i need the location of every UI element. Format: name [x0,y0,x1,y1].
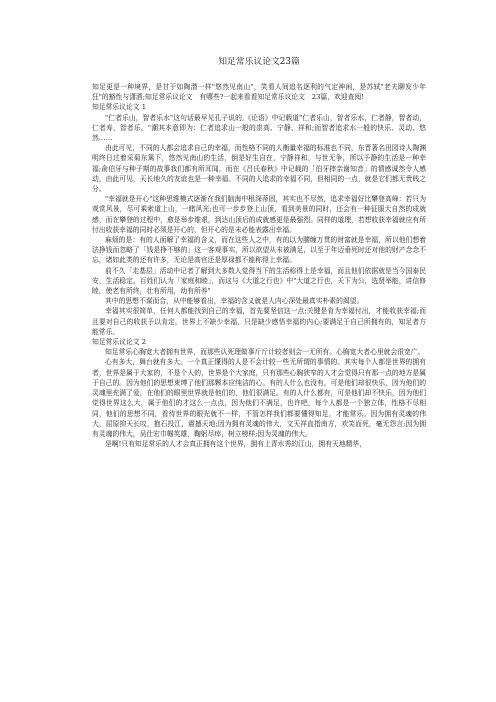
paragraph-intro: 知足更是一种境界，是甘于如陶潜一样"悠然见南山"，笑看人间追名逐利的气定神闲，是苏轼"老夫聊发少年狂"的豁性与潇洒;知足常乐议论文 有哪些?一起来看看知足常乐议论文 23篇，欢迎查阅! [92,83,426,102]
document-body [92,82,426,449]
paragraph: "幸福就是开心"这种思维模式逐渐在我们脑海中根深蒂固，其实也不尽然，追求幸福好比攀登高峰：若只为观赏风景，尽可乘索道上山，一睹风光;也可一步步登上山顶，看到美景的同时，还会有一种征服大自然的成就感，而在攀登的过程中，愈是举步维艰，到达山顶后的成就感更是最强烈。同样的道理，若想收获幸福就应有所付出收获幸福的同时必须是开心的，但开心的是未必能表露出幸福。 [92,195,426,234]
paragraph: 知足常乐心胸宽大者拥有世界，而那些认死理做事斤斤计较者则会一无所有。心胸宽大者心里就会很宽广。 [105,348,425,357]
section-heading-1: 知足常乐议论文 1 [92,103,147,112]
paragraph: 心有多大，舞台就有多大。一个真正懂得的人是不会计较一些无所谓的事情的。其实每个人都是世界的拥有者，世界是属于大家的，不是个人的，世界是个大家庭，只有那些心胸狭窄的人才会觉得只有那一点的地方是属于自己的。因为他们的思想束缚了他们那颗本应纯洁的心。有的人什么也没有，可是他们却很快乐，因为他们的灵魂里充满了爱，在他们的眼里世界就是他们的，他们很满足。有的人什么都有，可是他们却不快乐，因为他们觉得世界这么大，属于他们的才这么一点点，因为他们不满足，也许吧，每个人都是一个独立体，性格不尽相同，他们的思想不同，看待世界的眼光就不一样，不管怎样我们都要懂得知足，才能常乐。因为拥有灵魂的伟大，屈原抑天长叹，抱石投江，震撼天地;因为拥有灵魂的伟大，文天祥直指南方，欢笑而死，毫无怨言;因为拥有灵魂的伟大，吴仕宏巾帼英雄，鞠躬尽瘁，树立榜样;因为灵魂的伟大。 [92,358,426,438]
paragraph: 其中的思想不谋而合，从中能够看出，幸福的含义就是人内心深处最真实朴素的渴望。 [105,297,364,306]
paragraph: 幸福其实很简单，任何人都能找到自己的幸福，首先要坚信这一点;关键是肯为幸福付出，才能收获幸福;而且要对自己的收获予以肯定，世界上不缺少幸福，只是缺少感悟幸福的内心;要满足于自己所拥有的，知足者方能常乐。 [92,307,426,336]
paragraph: 由此可见，不同的人都会追求自己的幸福，而性格不同的人衡量幸福的标准也不同，东晋著名田园诗人陶渊明终日过着采菊东篱下，悠然见南山的生活，倒是好生自在，宁静祥和，与世无争，所以予静的生活是一种幸福;俞伯牙与种子期的故事我们都有所耳闻，而在《吕氏春秋》中记载的「伯牙摔亲谢知音」的情感诚然令人感动，由此可见，天长地久的友谊也是一种幸福。不同的人追求的幸福不同，但相同的一点，就是它们都无贵贱之分。 [92,144,426,194]
section-heading-2: 知足常乐议论文 2 [92,338,147,347]
paragraph: "仁者乐山，智者乐水"这句话最早见孔子说的,《论语》中记载道"仁者乐山，智者乐水，仁者静，智者动，仁者寿，智者乐。"潮其本意即为：仁者追求山一般的崇高、宁静、祥和;而智者追求水一般的快乐、灵动、悠然…… [92,113,426,143]
paragraph: 麻烦的是：有的人面解了幸福的含义，而在这些人之中，有的以为腰缠万贯的财富就是幸福，所以他们想着法挣钱而忽略了「钱是挣不够的」这一客观事实，所以欲望从未被满足，以至于年迈垂死时还对他的财产念念不忘，诸如此类的还有许多，无论是高官还是厚禄都不能称得上幸福。 [92,236,426,265]
paragraph: 前不久「走基层」活动中记者了解到大多数人觉得当下的生活称得上是幸福，而且他们依据就是当今国泰民安，生活稳定。百姓们认为「家庭和睦」，而这与《大道之行也》中"大道之行也，天下为公，选贤举能，讲信修睦，使老有所终，壮有所用，幼有所养" [92,266,426,296]
document-title: 知足常乐议论文23篇 [218,57,300,67]
paragraph: 是啊!只有知足常乐的人才会真正拥有这个世界，拥有上青水秀的江山，拥有天地精华， [105,440,367,449]
